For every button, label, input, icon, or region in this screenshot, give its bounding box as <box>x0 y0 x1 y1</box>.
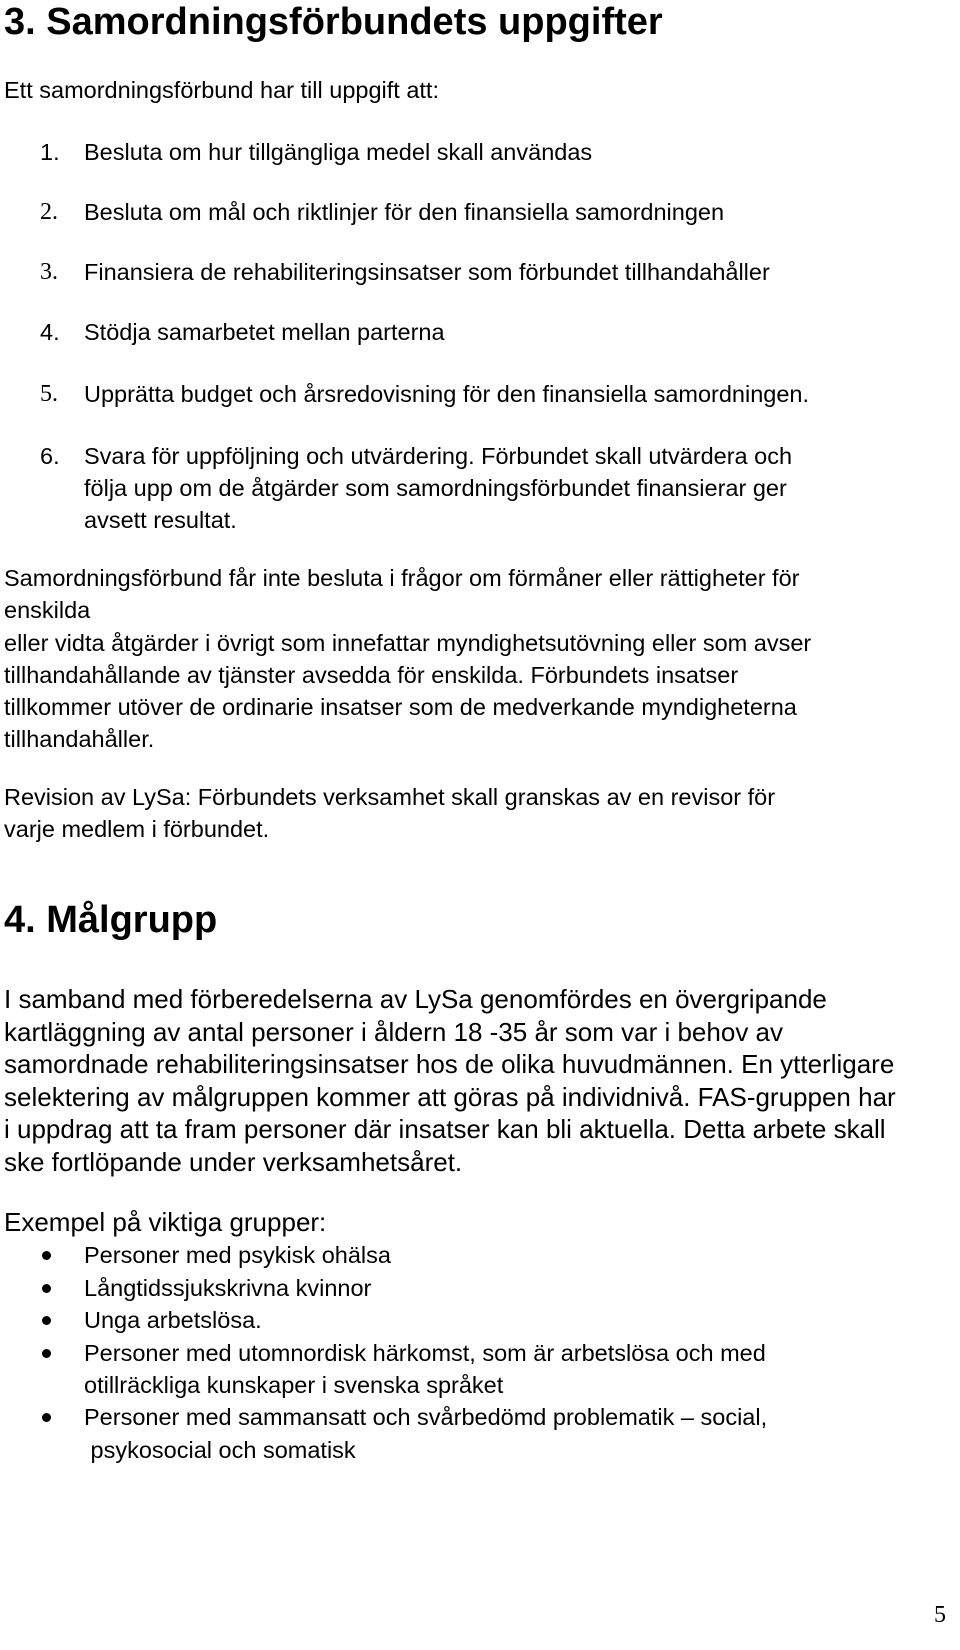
list-item-text: Besluta om mål och riktlinjer för den finansiella samordningen <box>84 199 725 225</box>
list-number: 4. <box>40 319 60 345</box>
list-item-text: Stödja samarbetet mellan parterna <box>84 319 445 345</box>
paragraph-line: i uppdrag att ta fram personer där insatser kan bli aktuella. Detta arbete skall <box>4 1114 886 1144</box>
paragraph-line: Revision av LySa: Förbundets verksamhet skall granskas av en revisor för <box>4 784 776 810</box>
paragraph-line: tillhandahåller. <box>4 726 155 752</box>
paragraph-line: Samordningsförbund får inte besluta i frågor om förmåner eller rättigheter för <box>4 565 800 591</box>
list-item-text: Upprätta budget och årsredovisning för den finansiella samordningen. <box>84 381 810 407</box>
list-item-text: följa upp om de åtgärder som samordningsförbundet finansierar ger <box>84 475 787 501</box>
section-4-heading: 4. Målgrupp <box>4 899 218 941</box>
list-item-text: otillräckliga kunskaper i svenska språket <box>84 1372 504 1398</box>
paragraph-line: tillhandahållande av tjänster avsedda för enskilda. Förbundets insatser <box>4 662 739 688</box>
list-item-text: Besluta om hur tillgängliga medel skall användas <box>84 139 593 165</box>
bullet-icon <box>42 1349 51 1358</box>
paragraph-line: selektering av målgruppen kommer att göras på individnivå. FAS-gruppen har <box>4 1082 896 1112</box>
paragraph-line: I samband med förberedelserna av LySa genomfördes en övergripande <box>4 984 827 1014</box>
list-number: 5. <box>40 381 58 407</box>
bullet-icon <box>42 1413 51 1422</box>
groups-intro: Exempel på viktiga grupper: <box>4 1207 327 1237</box>
list-item-text: Finansiera de rehabiliteringsinsatser som förbundet tillhandahåller <box>84 259 770 285</box>
list-item-text: Personer med sammansatt och svårbedömd problematik – social, <box>84 1404 768 1430</box>
list-item-text: Personer med psykisk ohälsa <box>84 1242 391 1268</box>
list-item-text: Långtidssjukskrivna kvinnor <box>84 1275 372 1301</box>
paragraph-line: kartläggning av antal personer i åldern 18 -35 år som var i behov av <box>4 1017 783 1047</box>
list-number: 1. <box>40 139 60 165</box>
paragraph-line: eller vidta åtgärder i övrigt som innefattar myndighetsutövning eller som avser <box>4 630 812 656</box>
bullet-icon <box>42 1284 51 1293</box>
list-item-text: Personer med utomnordisk härkomst, som är arbetslösa och med <box>84 1340 766 1366</box>
bullet-icon <box>42 1316 51 1325</box>
list-item-text: psykosocial och somatisk <box>84 1437 356 1463</box>
section-3-intro: Ett samordningsförbund har till uppgift att: <box>4 77 439 103</box>
list-number: 6. <box>40 443 60 469</box>
list-number: 2. <box>40 199 58 225</box>
list-number: 3. <box>40 259 58 285</box>
section-3-heading: 3. Samordningsförbundets uppgifter <box>4 1 663 43</box>
paragraph-line: ske fortlöpande under verksamhetsåret. <box>4 1147 463 1177</box>
paragraph-line: varje medlem i förbundet. <box>4 816 270 842</box>
bullet-icon <box>42 1251 51 1260</box>
paragraph-line: enskilda <box>4 597 91 623</box>
page-number: 5 <box>934 1602 946 1628</box>
list-item-text: Svara för uppföljning och utvärdering. Förbundet skall utvärdera och <box>84 443 793 469</box>
paragraph-line: tillkommer utöver de ordinarie insatser som de medverkande myndigheterna <box>4 694 797 720</box>
list-item-text: avsett resultat. <box>84 507 237 533</box>
list-item-text: Unga arbetslösa. <box>84 1307 262 1333</box>
paragraph-line: samordnade rehabiliteringsinsatser hos de olika huvudmännen. En ytterligare <box>4 1049 895 1079</box>
